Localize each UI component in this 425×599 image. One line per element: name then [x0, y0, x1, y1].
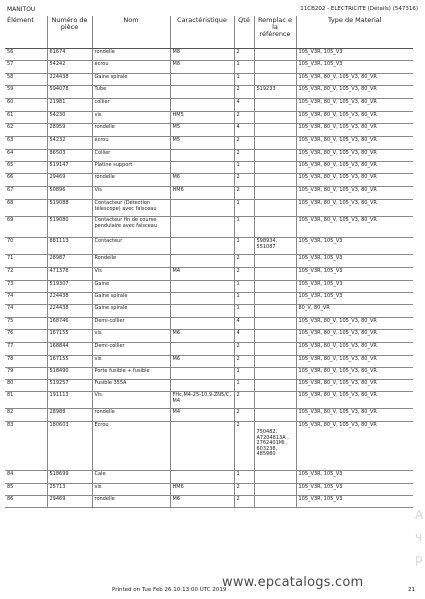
cell-part-number: 61674 — [47, 49, 92, 61]
cell-replaces — [254, 187, 296, 200]
cell-quantity: 1 — [234, 380, 254, 392]
cell-name: Vis — [92, 268, 170, 281]
cell-quantity: 1 — [234, 162, 254, 174]
table-row — [5, 150, 413, 162]
cell-material-type: 80_V, 80_VR — [296, 305, 413, 318]
cell-quantity: 1 — [234, 200, 254, 217]
cell-characteristic: M4 — [170, 409, 234, 422]
table-row — [5, 112, 413, 124]
cell-name: Cale — [92, 471, 170, 484]
cell-characteristic — [170, 343, 234, 356]
cell-name: Fusible 355A — [92, 380, 170, 392]
cell-part-number: 28959 — [47, 124, 92, 137]
cell-part-number: 168746 — [47, 318, 92, 330]
cell-name: Collier — [92, 150, 170, 162]
cell-replaces — [254, 356, 296, 368]
table-row — [5, 124, 413, 137]
col-header-characteristic: Caractéristique — [170, 16, 234, 49]
table-row — [5, 356, 413, 368]
cell-characteristic: M5 — [170, 137, 234, 150]
cell-name: Porte fusible + fusible — [92, 368, 170, 380]
cell-quantity: 2 — [234, 49, 254, 61]
cell-replaces — [254, 392, 296, 409]
cell-quantity: 2 — [234, 137, 254, 150]
cell-element: 59 — [5, 86, 47, 99]
cell-replaces — [254, 162, 296, 174]
cell-material-type: 105_V3R, 80_V, 105_V3, 80_VR — [296, 380, 413, 392]
cell-part-number: 518699 — [47, 471, 92, 484]
table-row — [5, 343, 413, 356]
cell-material-type: 105_V3R, 105_V3 — [296, 281, 413, 293]
cell-characteristic: FHc,M4-25-10.9-ZN5/C, M4 — [170, 392, 234, 409]
cell-name: collier — [92, 99, 170, 112]
cell-name: Contacteur (Détection télescope) avec faisceau — [92, 200, 170, 217]
cell-material-type: 105_V3R, 80_V, 105_V3, 80_VR — [296, 318, 413, 330]
cell-replaces — [254, 112, 296, 124]
cell-characteristic — [170, 162, 234, 174]
cell-part-number: 28988 — [47, 409, 92, 422]
cell-material-type: 105_V3R, 80_V, 105_V3, 80_VR — [296, 187, 413, 200]
cell-material-type: 105_V3R, 80_V, 105_V3, 80_VR — [296, 217, 413, 238]
cell-replaces — [254, 150, 296, 162]
cell-part-number: 29469 — [47, 174, 92, 187]
cell-replaces — [254, 281, 296, 293]
col-header-part-number: Numéro de pièce — [47, 16, 92, 49]
cell-element: 74 — [5, 293, 47, 305]
cell-part-number: 519257 — [47, 380, 92, 392]
cell-part-number: 519088 — [47, 200, 92, 217]
cell-name: écrou — [92, 61, 170, 74]
cell-quantity: 2 — [234, 174, 254, 187]
cell-name: Gaine spirale — [92, 74, 170, 86]
cell-element: 68 — [5, 200, 47, 217]
cell-part-number: 224438 — [47, 293, 92, 305]
cell-replaces — [254, 318, 296, 330]
cell-element: 86 — [5, 496, 47, 508]
table-row — [5, 281, 413, 293]
cell-part-number: 881113 — [47, 238, 92, 255]
cell-element: 73 — [5, 281, 47, 293]
cell-replaces — [254, 471, 296, 484]
cell-characteristic — [170, 200, 234, 217]
cell-part-number: 519307 — [47, 281, 92, 293]
col-header-replaces: Remplac e la référence — [254, 16, 296, 49]
cell-name: Vis — [92, 392, 170, 409]
table-row — [5, 61, 413, 74]
cell-quantity: 2 — [234, 484, 254, 496]
cell-quantity: 1 — [234, 293, 254, 305]
table-row — [5, 268, 413, 281]
cell-element: 75 — [5, 318, 47, 330]
cell-quantity: 2 — [234, 343, 254, 356]
cell-material-type: 105_V3R, 105_V3 — [296, 238, 413, 255]
cell-part-number: 21981 — [47, 99, 92, 112]
cell-characteristic — [170, 293, 234, 305]
table-row — [5, 174, 413, 187]
table-row — [5, 380, 413, 392]
table-row — [5, 200, 413, 217]
cell-material-type: 105_V3R, 80_V, 105_V3, 80_VR — [296, 200, 413, 217]
cell-element: 64 — [5, 150, 47, 162]
table-header-row — [5, 16, 413, 49]
cell-name: Demi-collier — [92, 318, 170, 330]
cell-name: Gaine — [92, 281, 170, 293]
cell-part-number: 180603 — [47, 422, 92, 471]
cell-characteristic: M6 — [170, 174, 234, 187]
cell-name: écrou — [92, 137, 170, 150]
cell-material-type: 105_V3R, 80_V, 105_V3, 80_VR — [296, 392, 413, 409]
cell-characteristic: HM6 — [170, 484, 234, 496]
cell-element: 61 — [5, 112, 47, 124]
col-header-name: Nom — [92, 16, 170, 49]
cell-name: Demi-collier — [92, 343, 170, 356]
cell-quantity: 4 — [234, 330, 254, 343]
cell-element: 80 — [5, 380, 47, 392]
cell-quantity: 2 — [234, 422, 254, 471]
table-row — [5, 255, 413, 268]
cell-material-type: 105_V3R, 80_V, 105_V3, 80_VR — [296, 74, 413, 86]
cell-part-number: 54230 — [47, 112, 92, 124]
cell-material-type: 105_V3R, 80_V, 105_V3, 80_VR — [296, 422, 413, 471]
table-row — [5, 409, 413, 422]
table-row — [5, 305, 413, 318]
cell-element: 70 — [5, 238, 47, 255]
col-header-material-type: Type de Material — [296, 16, 413, 49]
cell-element: 79 — [5, 368, 47, 380]
cell-replaces — [254, 293, 296, 305]
cell-element: 66 — [5, 174, 47, 187]
table-row — [5, 99, 413, 112]
cell-replaces — [254, 305, 296, 318]
cell-quantity: 2 — [234, 356, 254, 368]
cell-quantity: 2 — [234, 150, 254, 162]
cell-material-type: 105_V3R, 80_V, 105_V3, 80_VR — [296, 150, 413, 162]
cell-quantity: 2 — [234, 409, 254, 422]
cell-name: vis — [92, 356, 170, 368]
cell-replaces — [254, 137, 296, 150]
cell-element: 74 — [5, 305, 47, 318]
cell-part-number: 519080 — [47, 217, 92, 238]
cell-characteristic — [170, 380, 234, 392]
cell-name: Platine support — [92, 162, 170, 174]
cell-replaces — [254, 496, 296, 508]
cell-material-type: 105_V3R, 105_V3 — [296, 49, 413, 61]
watermark-side-char: ч — [415, 530, 423, 544]
watermark-side-char: р — [415, 552, 423, 566]
parts-table-body — [5, 49, 413, 508]
cell-quantity: 2 — [234, 86, 254, 99]
cell-characteristic — [170, 150, 234, 162]
cell-material-type: 105_V3R, 80_V, 105_V3, 80_VR — [296, 86, 413, 99]
parts-table — [5, 16, 413, 508]
cell-quantity: 2 — [234, 496, 254, 508]
cell-material-type: 105_V3R, 80_V, 105_V3, 80_VR — [296, 330, 413, 343]
cell-characteristic: M5 — [170, 124, 234, 137]
cell-name: rondelle — [92, 496, 170, 508]
cell-element: 85 — [5, 484, 47, 496]
table-row — [5, 330, 413, 343]
print-timestamp: Printed on Tue Feb 26 10:13:00 UTC 2019 — [112, 587, 227, 593]
cell-element: 65 — [5, 162, 47, 174]
table-row — [5, 484, 413, 496]
cell-characteristic — [170, 86, 234, 99]
cell-part-number: 224438 — [47, 305, 92, 318]
cell-replaces — [254, 330, 296, 343]
cell-characteristic: M8 — [170, 49, 234, 61]
cell-characteristic — [170, 471, 234, 484]
cell-replaces: 750482, A7204813A , 2762401MI , 603238, 485980 — [254, 422, 296, 471]
table-row — [5, 318, 413, 330]
table-row — [5, 86, 413, 99]
cell-element: 63 — [5, 137, 47, 150]
cell-replaces — [254, 255, 296, 268]
cell-part-number: 29469 — [47, 496, 92, 508]
cell-part-number: 54242 — [47, 61, 92, 74]
cell-part-number: 224438 — [47, 74, 92, 86]
table-row — [5, 471, 413, 484]
cell-name: vis — [92, 330, 170, 343]
document-title: 11CB202 - ELECTRICITE (Détails) (547316) — [300, 6, 418, 12]
cell-material-type: 105_V3R, 80_V, 105_V3, 80_VR — [296, 174, 413, 187]
cell-quantity: 2 — [234, 112, 254, 124]
cell-element: 84 — [5, 471, 47, 484]
table-row — [5, 496, 413, 508]
table-row — [5, 293, 413, 305]
cell-quantity: 1 — [234, 471, 254, 484]
cell-name: vis — [92, 112, 170, 124]
cell-replaces — [254, 124, 296, 137]
cell-quantity: 1 — [234, 61, 254, 74]
cell-quantity: 2 — [234, 392, 254, 409]
cell-characteristic — [170, 255, 234, 268]
cell-replaces — [254, 484, 296, 496]
watermark-side-char: A — [415, 508, 424, 522]
cell-part-number: 54232 — [47, 137, 92, 150]
cell-quantity: 4 — [234, 99, 254, 112]
cell-material-type: 105_V3R, 80_V, 105_V3, 80_VR — [296, 124, 413, 137]
cell-material-type: 105_V3R, 105_V3 — [296, 293, 413, 305]
cell-element: 83 — [5, 422, 47, 471]
cell-replaces — [254, 217, 296, 238]
cell-replaces — [254, 49, 296, 61]
cell-material-type: 105_V3R, 80_V, 105_V3, 80_VR — [296, 137, 413, 150]
cell-replaces — [254, 380, 296, 392]
cell-characteristic — [170, 99, 234, 112]
cell-characteristic — [170, 238, 234, 255]
cell-element: 82 — [5, 409, 47, 422]
cell-name: rondelle — [92, 409, 170, 422]
cell-name: Gaine spirale — [92, 305, 170, 318]
cell-part-number: 471378 — [47, 268, 92, 281]
cell-element: 69 — [5, 217, 47, 238]
cell-characteristic: M6 — [170, 356, 234, 368]
cell-quantity: 4 — [234, 318, 254, 330]
cell-element: 77 — [5, 343, 47, 356]
cell-replaces — [254, 343, 296, 356]
cell-name: Rondelle — [92, 255, 170, 268]
cell-name: rondelle — [92, 174, 170, 187]
cell-replaces — [254, 268, 296, 281]
cell-characteristic — [170, 281, 234, 293]
table-row — [5, 217, 413, 238]
cell-part-number: 50896 — [47, 187, 92, 200]
cell-name: Contacteur — [92, 238, 170, 255]
table-row — [5, 162, 413, 174]
cell-characteristic — [170, 305, 234, 318]
cell-material-type: 105_V3R, 80_V, 105_V3, 80_VR — [296, 99, 413, 112]
table-row — [5, 49, 413, 61]
cell-material-type: 105_V3R, 105_V3 — [296, 496, 413, 508]
cell-quantity: 1 — [234, 281, 254, 293]
cell-replaces: 519233 — [254, 86, 296, 99]
cell-element: 58 — [5, 74, 47, 86]
cell-name: rondelle — [92, 124, 170, 137]
cell-characteristic: M4 — [170, 268, 234, 281]
cell-characteristic — [170, 422, 234, 471]
cell-characteristic: M6 — [170, 330, 234, 343]
cell-quantity: 2 — [234, 187, 254, 200]
cell-name: rondelle — [92, 49, 170, 61]
table-row — [5, 422, 413, 471]
cell-material-type: 105_V3R, 105_V3 — [296, 484, 413, 496]
cell-element: 72 — [5, 268, 47, 281]
cell-quantity: 2 — [234, 268, 254, 281]
cell-name: Vis — [92, 187, 170, 200]
cell-quantity: 1 — [234, 74, 254, 86]
cell-name: Ecrou — [92, 422, 170, 471]
cell-characteristic: M8 — [170, 61, 234, 74]
cell-part-number: 191113 — [47, 392, 92, 409]
col-header-element: Élément — [5, 16, 47, 49]
cell-quantity: 4 — [234, 124, 254, 137]
cell-material-type: 105_V3R, 80_V, 105_V3, 80_VR — [296, 112, 413, 124]
cell-element: 57 — [5, 61, 47, 74]
cell-part-number: 25713 — [47, 484, 92, 496]
watermark-url: www.epcatalogs.com — [222, 575, 364, 590]
cell-replaces — [254, 200, 296, 217]
cell-replaces — [254, 174, 296, 187]
cell-quantity: 1 — [234, 217, 254, 238]
cell-material-type: 105_V3R, 80_V, 105_V3, 80_VR — [296, 356, 413, 368]
cell-element: 78 — [5, 356, 47, 368]
table-row — [5, 137, 413, 150]
table-row — [5, 368, 413, 380]
cell-material-type: 105_V3R, 80_V, 105_V3, 80_VR — [296, 343, 413, 356]
col-header-quantity: Qté — [234, 16, 254, 49]
cell-element: 56 — [5, 49, 47, 61]
cell-part-number: 594078 — [47, 86, 92, 99]
cell-part-number: 518490 — [47, 368, 92, 380]
cell-material-type: 105_V3R, 105_V3 — [296, 471, 413, 484]
cell-element: 62 — [5, 124, 47, 137]
cell-name: Gaine spirale — [92, 293, 170, 305]
cell-characteristic — [170, 74, 234, 86]
cell-part-number: 167155 — [47, 356, 92, 368]
cell-element: 81 — [5, 392, 47, 409]
cell-part-number: 519147 — [47, 162, 92, 174]
table-row — [5, 187, 413, 200]
cell-quantity: 1 — [234, 305, 254, 318]
cell-replaces — [254, 61, 296, 74]
table-row — [5, 392, 413, 409]
cell-element: 67 — [5, 187, 47, 200]
cell-element: 76 — [5, 330, 47, 343]
cell-quantity: 1 — [234, 238, 254, 255]
cell-replaces — [254, 409, 296, 422]
cell-characteristic: HM5 — [170, 112, 234, 124]
cell-characteristic — [170, 368, 234, 380]
cell-part-number: 86503 — [47, 150, 92, 162]
cell-material-type: 105_V3R, 105_V3 — [296, 61, 413, 74]
cell-name: Contacteur fin de course penduiaire avec faisceau — [92, 217, 170, 238]
cell-replaces — [254, 99, 296, 112]
cell-name: Tube — [92, 86, 170, 99]
cell-element: 71 — [5, 255, 47, 268]
brand-label: MANITOU — [7, 6, 36, 13]
cell-part-number: 28987 — [47, 255, 92, 268]
cell-quantity: 2 — [234, 255, 254, 268]
cell-part-number: 168844 — [47, 343, 92, 356]
cell-characteristic — [170, 217, 234, 238]
cell-characteristic — [170, 318, 234, 330]
table-row — [5, 74, 413, 86]
cell-part-number: 167155 — [47, 330, 92, 343]
table-row — [5, 238, 413, 255]
cell-material-type: 105_V3R, 80_V, 105_V3, 80_VR — [296, 409, 413, 422]
cell-material-type: 105_V3R, 105_V3 — [296, 268, 413, 281]
cell-name: vis — [92, 484, 170, 496]
cell-material-type: 105_V3R, 105_V3 — [296, 255, 413, 268]
page-number: 21 — [408, 587, 415, 593]
cell-element: 60 — [5, 99, 47, 112]
cell-replaces — [254, 368, 296, 380]
cell-replaces — [254, 74, 296, 86]
cell-quantity: 1 — [234, 368, 254, 380]
cell-characteristic: HM6 — [170, 187, 234, 200]
cell-material-type: 105_V3R, 80_V, 105_V3, 80_VR — [296, 368, 413, 380]
cell-material-type: 105_V3R, 80_V, 105_V3, 80_VR — [296, 162, 413, 174]
cell-characteristic: M6 — [170, 496, 234, 508]
cell-replaces: 598934, 551087 — [254, 238, 296, 255]
